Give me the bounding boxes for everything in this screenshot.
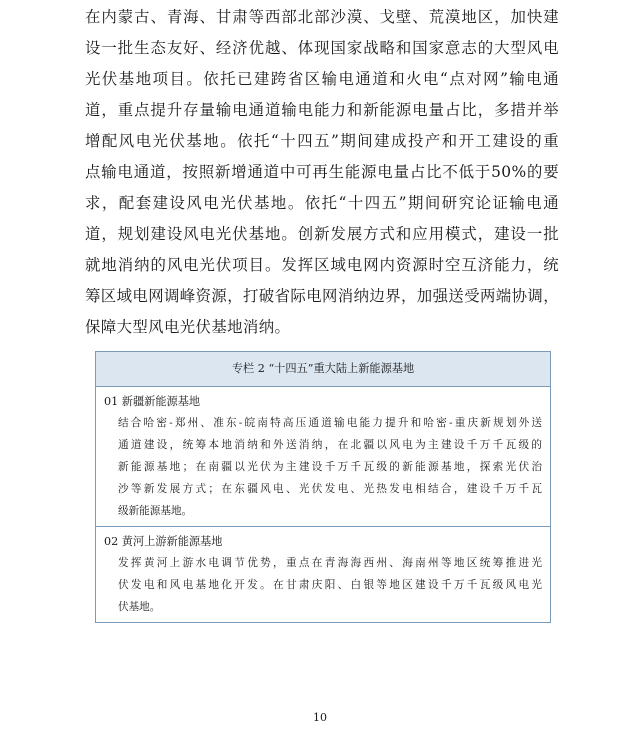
section-title: 01 新疆新能源基地 [104,395,201,408]
box-section-yellow-river [96,526,550,622]
section-line: 伏基地。 [118,601,161,613]
paragraph-line: 设一批生态友好、经济优越、体现国家战略和国家意志的大型风电 [85,39,559,57]
section-line: 结合哈密-郑州、准东-皖南特高压通道输电能力提升和哈密-重庆新规划外送 [118,417,542,429]
paragraph-line: 在内蒙古、青海、甘肃等西部北部沙漠、戈壁、荒漠地区，加快建 [85,8,559,26]
feature-box [95,351,551,623]
paragraph-line: 筹区域电网调峰资源，打破省际电网消纳边界，加强送受两端协调， [85,287,559,305]
section-line: 新能源基地；在南疆以光伏为主建设千万千瓦级的新能源基地，探索光伏治 [118,461,542,473]
paragraph-line: 道，重点提升存量输电通道输电能力和新能源电量占比，多措并举 [85,101,559,119]
paragraph-line: 光伏基地项目。依托已建跨省区输电通道和火电“点对网”输电通 [85,70,559,88]
paragraph-line: 就地消纳的风电光伏项目。发挥区域电网内资源时空互济能力，统 [85,256,559,274]
section-line: 通道建设，统筹本地消纳和外送消纳，在北疆以风电为主建设千万千瓦级的 [118,439,542,451]
page-number: 10 [313,711,327,724]
paragraph-line: 增配风电光伏基地。依托“十四五”期间建成投产和开工建设的重 [85,132,559,150]
section-line: 沙等新发展方式；在东疆风电、光伏发电、光热发电相结合，建设千万千瓦 [118,483,542,495]
section-line: 级新能源基地。 [118,505,193,517]
paragraph-line: 点输电通道，按照新增通道中可再生能源电量占比不低于50%的要 [85,163,559,181]
box-section-xinjiang [96,387,550,526]
section-title: 02 黄河上游新能源基地 [104,535,223,548]
paragraph-line: 道，规划建设风电光伏基地。创新发展方式和应用模式，建设一批 [85,225,559,243]
body-paragraph [85,2,559,343]
section-line: 发挥黄河上游水电调节优势，重点在青海海西州、海南州等地区统筹推进光 [118,557,542,569]
paragraph-line: 求，配套建设风电光伏基地。依托“十四五”期间研究论证输电通 [85,194,559,212]
section-line: 伏发电和风电基地化开发。在甘肃庆阳、白银等地区建设千万千瓦级风电光 [118,579,542,591]
feature-box-title: 专栏 2 “十四五”重大陆上新能源基地 [96,352,550,387]
paragraph-line: 保障大型风电光伏基地消纳。 [85,318,291,336]
